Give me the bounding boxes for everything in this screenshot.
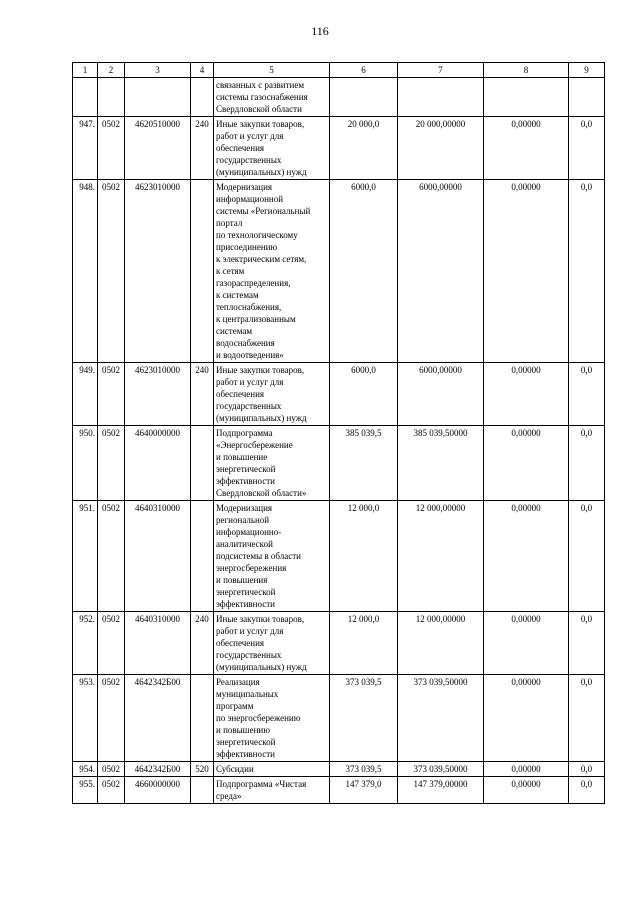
page-number: 116 bbox=[311, 24, 329, 38]
amount-col7: 6000,00000 bbox=[398, 180, 484, 363]
amount-col8: 0,00000 bbox=[484, 363, 569, 426]
table-row bbox=[73, 777, 605, 804]
target-article-code: 4640310000 bbox=[125, 612, 191, 675]
amount-col6: 6000,0 bbox=[330, 363, 398, 426]
amount-col7: 147 379,00000 bbox=[398, 777, 484, 804]
expense-type-code: 240 bbox=[191, 117, 214, 180]
table-row bbox=[73, 426, 605, 501]
row-number: 948. bbox=[73, 180, 98, 363]
amount-col7: 6000,00000 bbox=[398, 363, 484, 426]
item-description: Реализация муниципальных программ по энергосбережению и повышению энергетической эффективности bbox=[214, 675, 330, 762]
table-row bbox=[73, 363, 605, 426]
section-code: 0502 bbox=[98, 363, 125, 426]
amount-col9: 0,0 bbox=[569, 117, 605, 180]
target-article-code: 4623010000 bbox=[125, 363, 191, 426]
header-cell: 9 bbox=[569, 63, 605, 78]
amount-col8: 0,00000 bbox=[484, 762, 569, 777]
row-number: 954. bbox=[73, 762, 98, 777]
section-code: 0502 bbox=[98, 675, 125, 762]
target-article-code: 4640000000 bbox=[125, 426, 191, 501]
target-article-code: 4642342Б00 bbox=[125, 675, 191, 762]
row-number: 953. bbox=[73, 675, 98, 762]
header-cell: 1 bbox=[73, 63, 98, 78]
amount-col8: 0,00000 bbox=[484, 675, 569, 762]
section-code: 0502 bbox=[98, 180, 125, 363]
expense-type-code bbox=[191, 777, 214, 804]
amount-col9: 0,0 bbox=[569, 777, 605, 804]
amount-col6: 12 000,0 bbox=[330, 612, 398, 675]
expense-type-code: 520 bbox=[191, 762, 214, 777]
expense-type-code: 240 bbox=[191, 363, 214, 426]
amount-col8: 0,00000 bbox=[484, 501, 569, 612]
amount-col7: 373 039,50000 bbox=[398, 762, 484, 777]
table-row bbox=[73, 675, 605, 762]
amount-col9: 0,0 bbox=[569, 363, 605, 426]
row-number: 952. bbox=[73, 612, 98, 675]
amount-col9: 0,0 bbox=[569, 612, 605, 675]
section-code: 0502 bbox=[98, 117, 125, 180]
amount-col6: 6000,0 bbox=[330, 180, 398, 363]
row-number: 947. bbox=[73, 117, 98, 180]
amount-col9: 0,0 bbox=[569, 426, 605, 501]
amount-col6: 12 000,0 bbox=[330, 501, 398, 612]
amount-col8 bbox=[484, 78, 569, 117]
item-description: Подпрограмма «Чистая среда» bbox=[214, 777, 330, 804]
amount-col8: 0,00000 bbox=[484, 426, 569, 501]
amount-col9: 0,0 bbox=[569, 762, 605, 777]
target-article-code bbox=[125, 78, 191, 117]
header-cell: 2 bbox=[98, 63, 125, 78]
item-description: Иные закупки товаров, работ и услуг для обеспечения государственных (муниципальных) нужд bbox=[214, 612, 330, 675]
amount-col8: 0,00000 bbox=[484, 612, 569, 675]
amount-col6: 385 039,5 bbox=[330, 426, 398, 501]
header-cell: 3 bbox=[125, 63, 191, 78]
amount-col9 bbox=[569, 78, 605, 117]
target-article-code: 4623010000 bbox=[125, 180, 191, 363]
amount-col6: 373 039,5 bbox=[330, 762, 398, 777]
target-article-code: 4642342Б00 bbox=[125, 762, 191, 777]
item-description: Модернизация информационной системы «Региональный портал по технологическому присоединению к электрическим сетям, к сетям газораспределения, к системам теплоснабжения, к централизованным системам водоснабжения и водоотведения» bbox=[214, 180, 330, 363]
header-cell: 7 bbox=[398, 63, 484, 78]
expense-type-code bbox=[191, 78, 214, 117]
item-description: Иные закупки товаров, работ и услуг для обеспечения государственных (муниципальных) нужд bbox=[214, 117, 330, 180]
amount-col9: 0,0 bbox=[569, 675, 605, 762]
expense-type-code bbox=[191, 426, 214, 501]
amount-col7: 385 039,50000 bbox=[398, 426, 484, 501]
table-row bbox=[73, 762, 605, 777]
header-row bbox=[73, 63, 605, 78]
amount-col7: 12 000,00000 bbox=[398, 612, 484, 675]
header-cell: 6 bbox=[330, 63, 398, 78]
table-row bbox=[73, 117, 605, 180]
amount-col8: 0,00000 bbox=[484, 180, 569, 363]
header-cell: 5 bbox=[214, 63, 330, 78]
section-code bbox=[98, 78, 125, 117]
section-code: 0502 bbox=[98, 762, 125, 777]
table-row bbox=[73, 501, 605, 612]
table-row bbox=[73, 180, 605, 363]
item-description: Подпрограмма «Энергосбережение и повышение энергетической эффективности Свердловской области» bbox=[214, 426, 330, 501]
amount-col9: 0,0 bbox=[569, 180, 605, 363]
expense-type-code bbox=[191, 675, 214, 762]
table-row bbox=[73, 612, 605, 675]
row-number: 949. bbox=[73, 363, 98, 426]
expense-type-code bbox=[191, 180, 214, 363]
budget-table bbox=[72, 62, 605, 804]
table-row bbox=[73, 78, 605, 117]
amount-col7: 20 000,00000 bbox=[398, 117, 484, 180]
section-code: 0502 bbox=[98, 777, 125, 804]
row-number: 955. bbox=[73, 777, 98, 804]
target-article-code: 4640310000 bbox=[125, 501, 191, 612]
item-description: Иные закупки товаров, работ и услуг для обеспечения государственных (муниципальных) нужд bbox=[214, 363, 330, 426]
section-code: 0502 bbox=[98, 501, 125, 612]
expense-type-code: 240 bbox=[191, 612, 214, 675]
item-description: Модернизация региональной информационно- аналитической подсистемы в области энергосбережения и повышения энергетической эффективности bbox=[214, 501, 330, 612]
row-number: 951. bbox=[73, 501, 98, 612]
section-code: 0502 bbox=[98, 612, 125, 675]
amount-col6 bbox=[330, 78, 398, 117]
amount-col6: 147 379,0 bbox=[330, 777, 398, 804]
amount-col7: 12 000,00000 bbox=[398, 501, 484, 612]
amount-col6: 373 039,5 bbox=[330, 675, 398, 762]
amount-col8: 0,00000 bbox=[484, 777, 569, 804]
amount-col6: 20 000,0 bbox=[330, 117, 398, 180]
header-cell: 4 bbox=[191, 63, 214, 78]
item-description: связанных с развитием системы газоснабжения Свердловской области bbox=[214, 78, 330, 117]
header-cell: 8 bbox=[484, 63, 569, 78]
amount-col7: 373 039,50000 bbox=[398, 675, 484, 762]
target-article-code: 4620510000 bbox=[125, 117, 191, 180]
section-code: 0502 bbox=[98, 426, 125, 501]
amount-col7 bbox=[398, 78, 484, 117]
amount-col8: 0,00000 bbox=[484, 117, 569, 180]
item-description: Субсидии bbox=[214, 762, 330, 777]
row-number bbox=[73, 78, 98, 117]
amount-col9: 0,0 bbox=[569, 501, 605, 612]
row-number: 950. bbox=[73, 426, 98, 501]
target-article-code: 4660000000 bbox=[125, 777, 191, 804]
expense-type-code bbox=[191, 501, 214, 612]
